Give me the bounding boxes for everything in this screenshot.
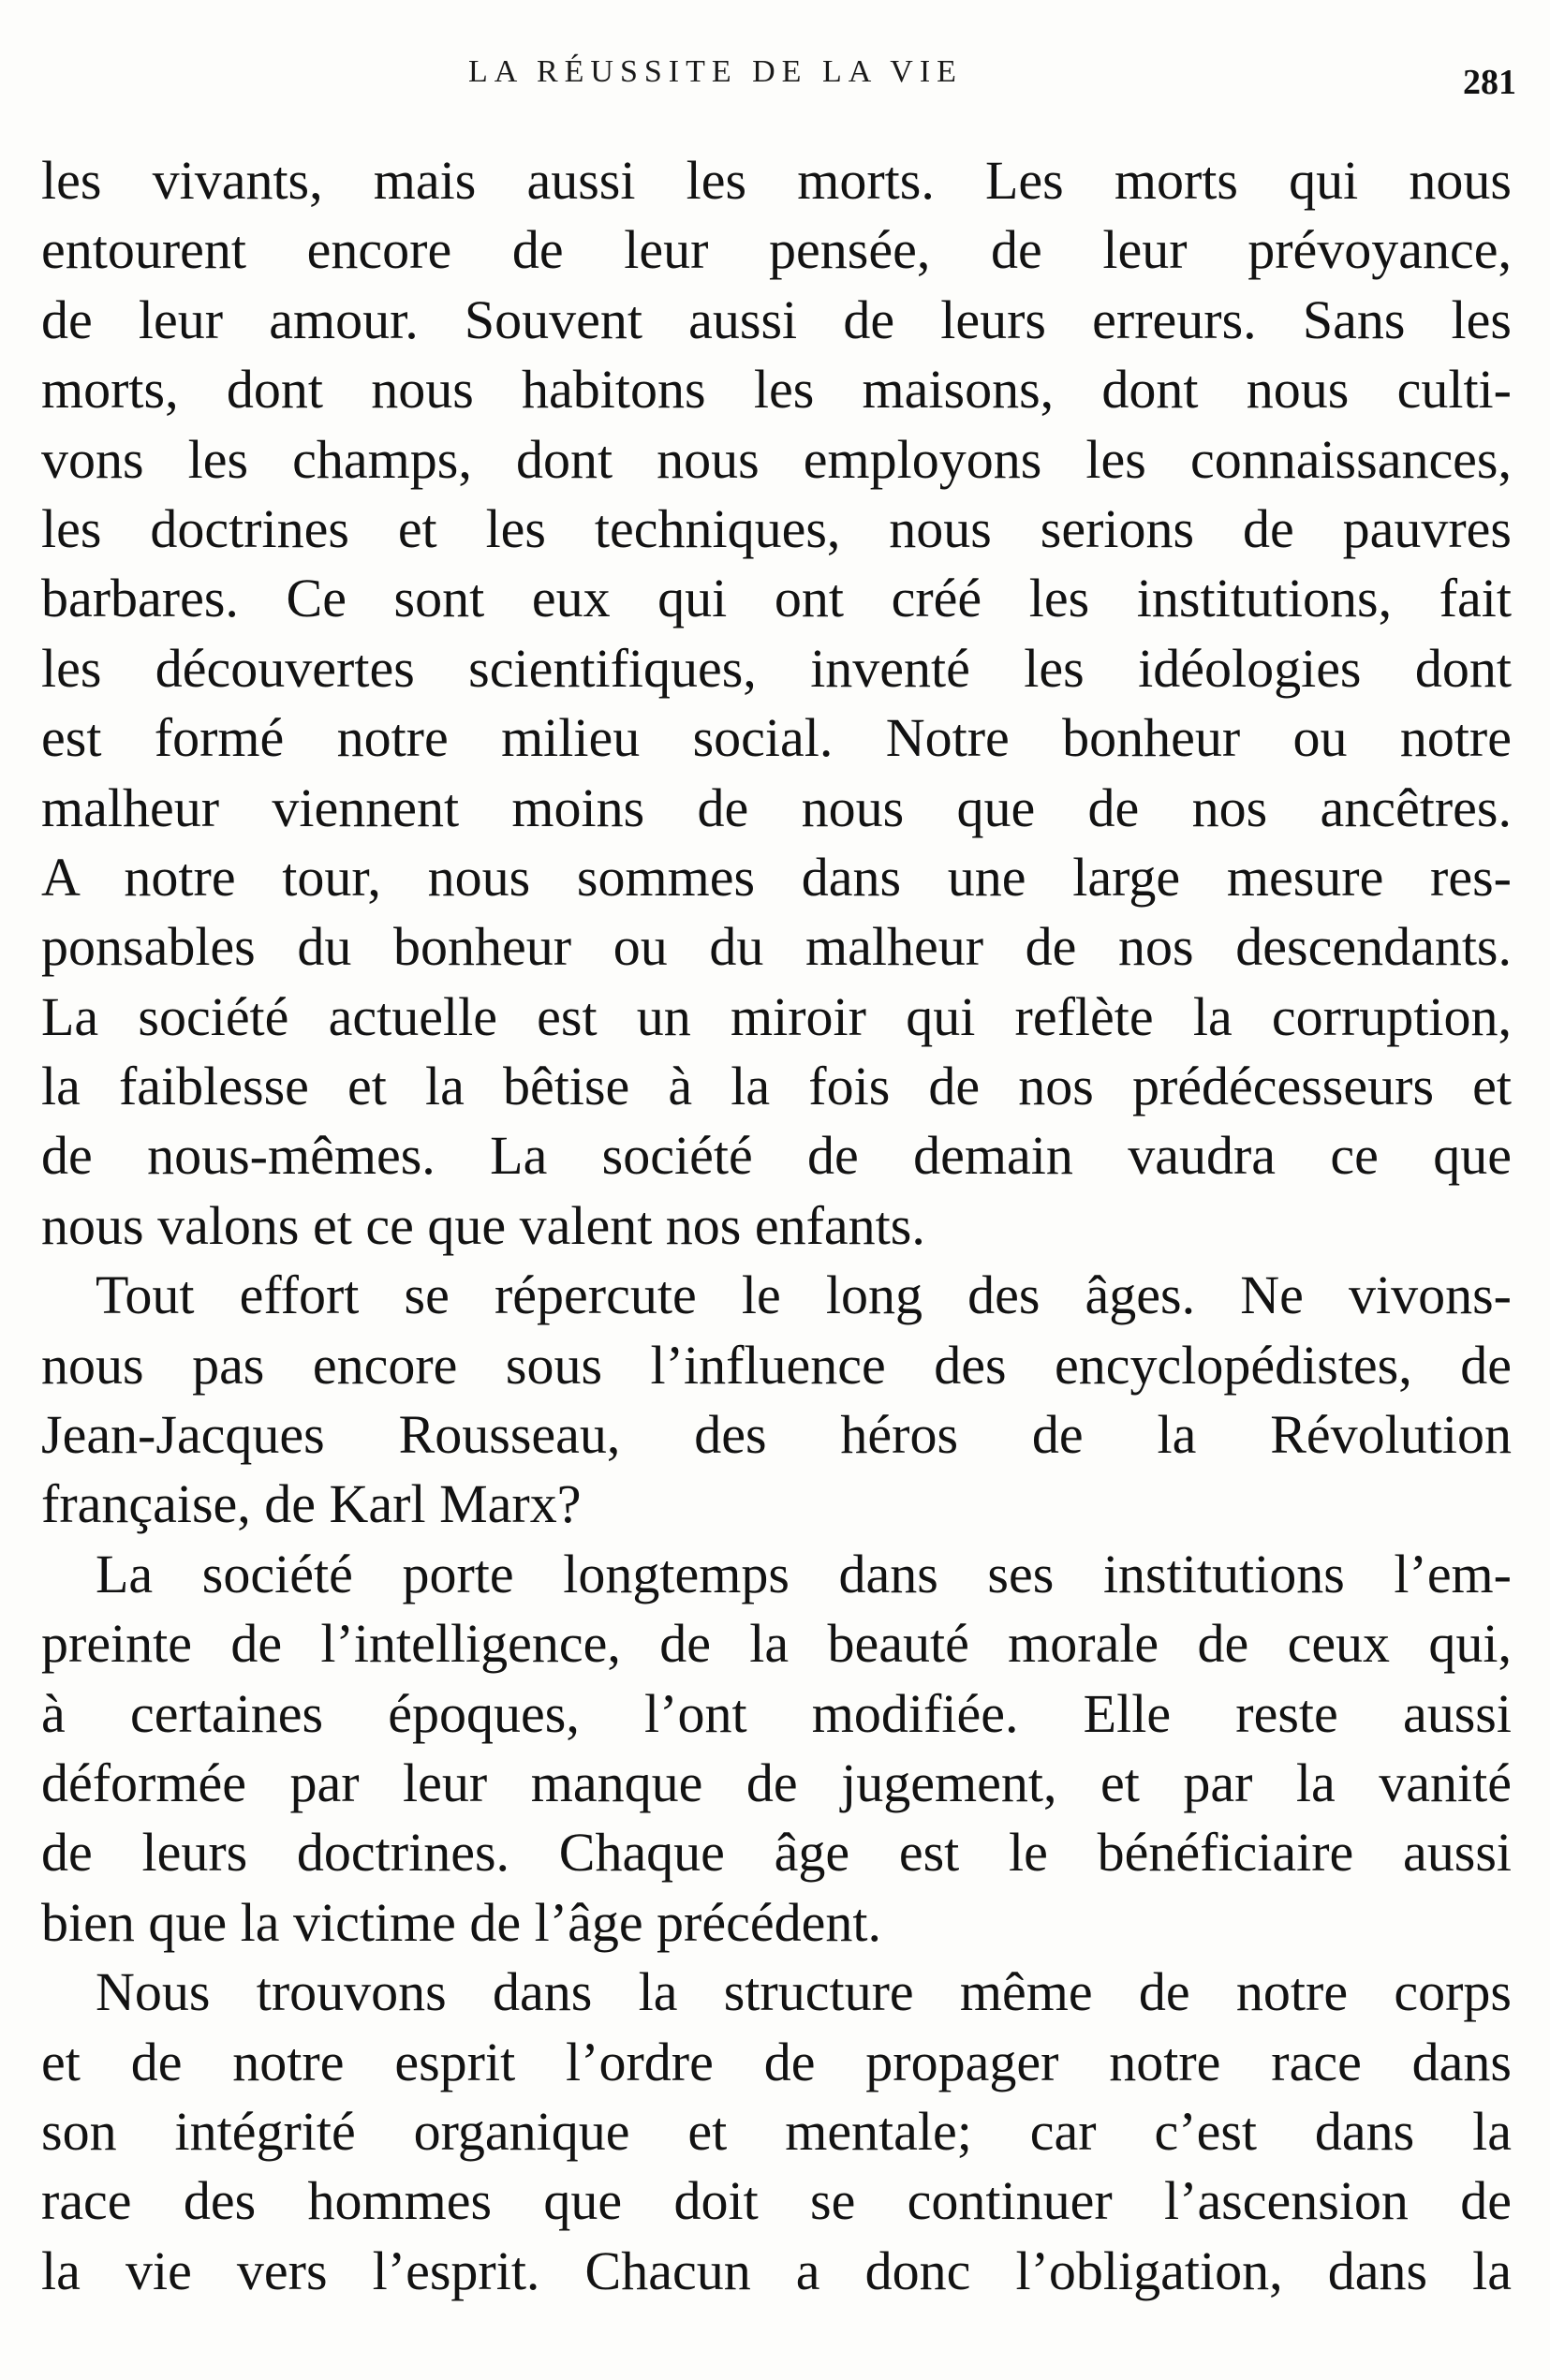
- paragraph-end-line: nous valons et ce que valent nos enfants.: [41, 1194, 925, 1256]
- text-line: les doctrines et les techniques, nous serions de pauvres: [41, 497, 1512, 559]
- paragraph-start-line: Tout effort se répercute le long des âges. Ne vivons-: [96, 1264, 1512, 1326]
- text-line: nous pas encore sous l’influence des encyclopédistes, de: [41, 1334, 1512, 1396]
- text-line: race des hommes que doit se continuer l’ascension de: [41, 2170, 1512, 2232]
- text-line: est formé notre milieu social. Notre bonheur ou notre: [41, 707, 1512, 769]
- body-text: [41, 146, 1512, 2306]
- text-line: A notre tour, nous sommes dans une large mesure res-: [41, 846, 1512, 908]
- text-line: la faiblesse et la bêtise à la fois de nos prédécesseurs et: [41, 1056, 1512, 1117]
- text-line: preinte de l’intelligence, de la beauté morale de ceux qui,: [41, 1613, 1512, 1675]
- text-line: les découvertes scientifiques, inventé les idéologies dont: [41, 637, 1512, 699]
- paragraph-start-line: La société porte longtemps dans ses institutions l’em-: [96, 1543, 1512, 1604]
- text-line: la vie vers l’esprit. Chacun a donc l’obligation, dans la: [41, 2240, 1512, 2301]
- text-line: de leurs doctrines. Chaque âge est le bénéficiaire aussi: [41, 1822, 1512, 1884]
- text-line: les vivants, mais aussi les morts. Les morts qui nous: [41, 150, 1512, 211]
- text-line: morts, dont nous habitons les maisons, dont nous culti-: [41, 359, 1512, 421]
- text-line: de nous-mêmes. La société de demain vaudra ce que: [41, 1125, 1512, 1187]
- text-line: à certaines époques, l’ont modifiée. Elle reste aussi: [41, 1682, 1512, 1744]
- running-header: [0, 54, 1550, 111]
- text-line: son intégrité organique et mentale; car c’est dans la: [41, 2100, 1512, 2162]
- text-line: de leur amour. Souvent aussi de leurs erreurs. Sans les: [41, 288, 1512, 350]
- text-line: barbares. Ce sont eux qui ont créé les institutions, fait: [41, 568, 1512, 629]
- running-title: LA RÉUSSITE DE LA VIE: [468, 54, 963, 89]
- text-line: entourent encore de leur pensée, de leur prévoyance,: [41, 219, 1512, 281]
- text-line: vons les champs, dont nous employons les connaissances,: [41, 428, 1512, 490]
- text-line: ponsables du bonheur ou du malheur de nos descendants.: [41, 916, 1512, 978]
- text-line: et de notre esprit l’ordre de propager notre race dans: [41, 2031, 1512, 2092]
- text-line: La société actuelle est un miroir qui reflète la corruption,: [41, 985, 1512, 1047]
- text-line: Jean-Jacques Rousseau, des héros de la Révolution: [41, 1404, 1512, 1466]
- paragraph-start-line: Nous trouvons dans la structure même de notre corps: [96, 1961, 1512, 2023]
- page-number: 281: [1463, 63, 1516, 102]
- text-line: malheur viennent moins de nous que de nos ancêtres.: [41, 776, 1512, 838]
- paragraph-end-line: française, de Karl Marx?: [41, 1473, 582, 1535]
- paragraph-end-line: bien que la victime de l’âge précédent.: [41, 1891, 881, 1953]
- text-line: déformée par leur manque de jugement, et par la vanité: [41, 1752, 1512, 1813]
